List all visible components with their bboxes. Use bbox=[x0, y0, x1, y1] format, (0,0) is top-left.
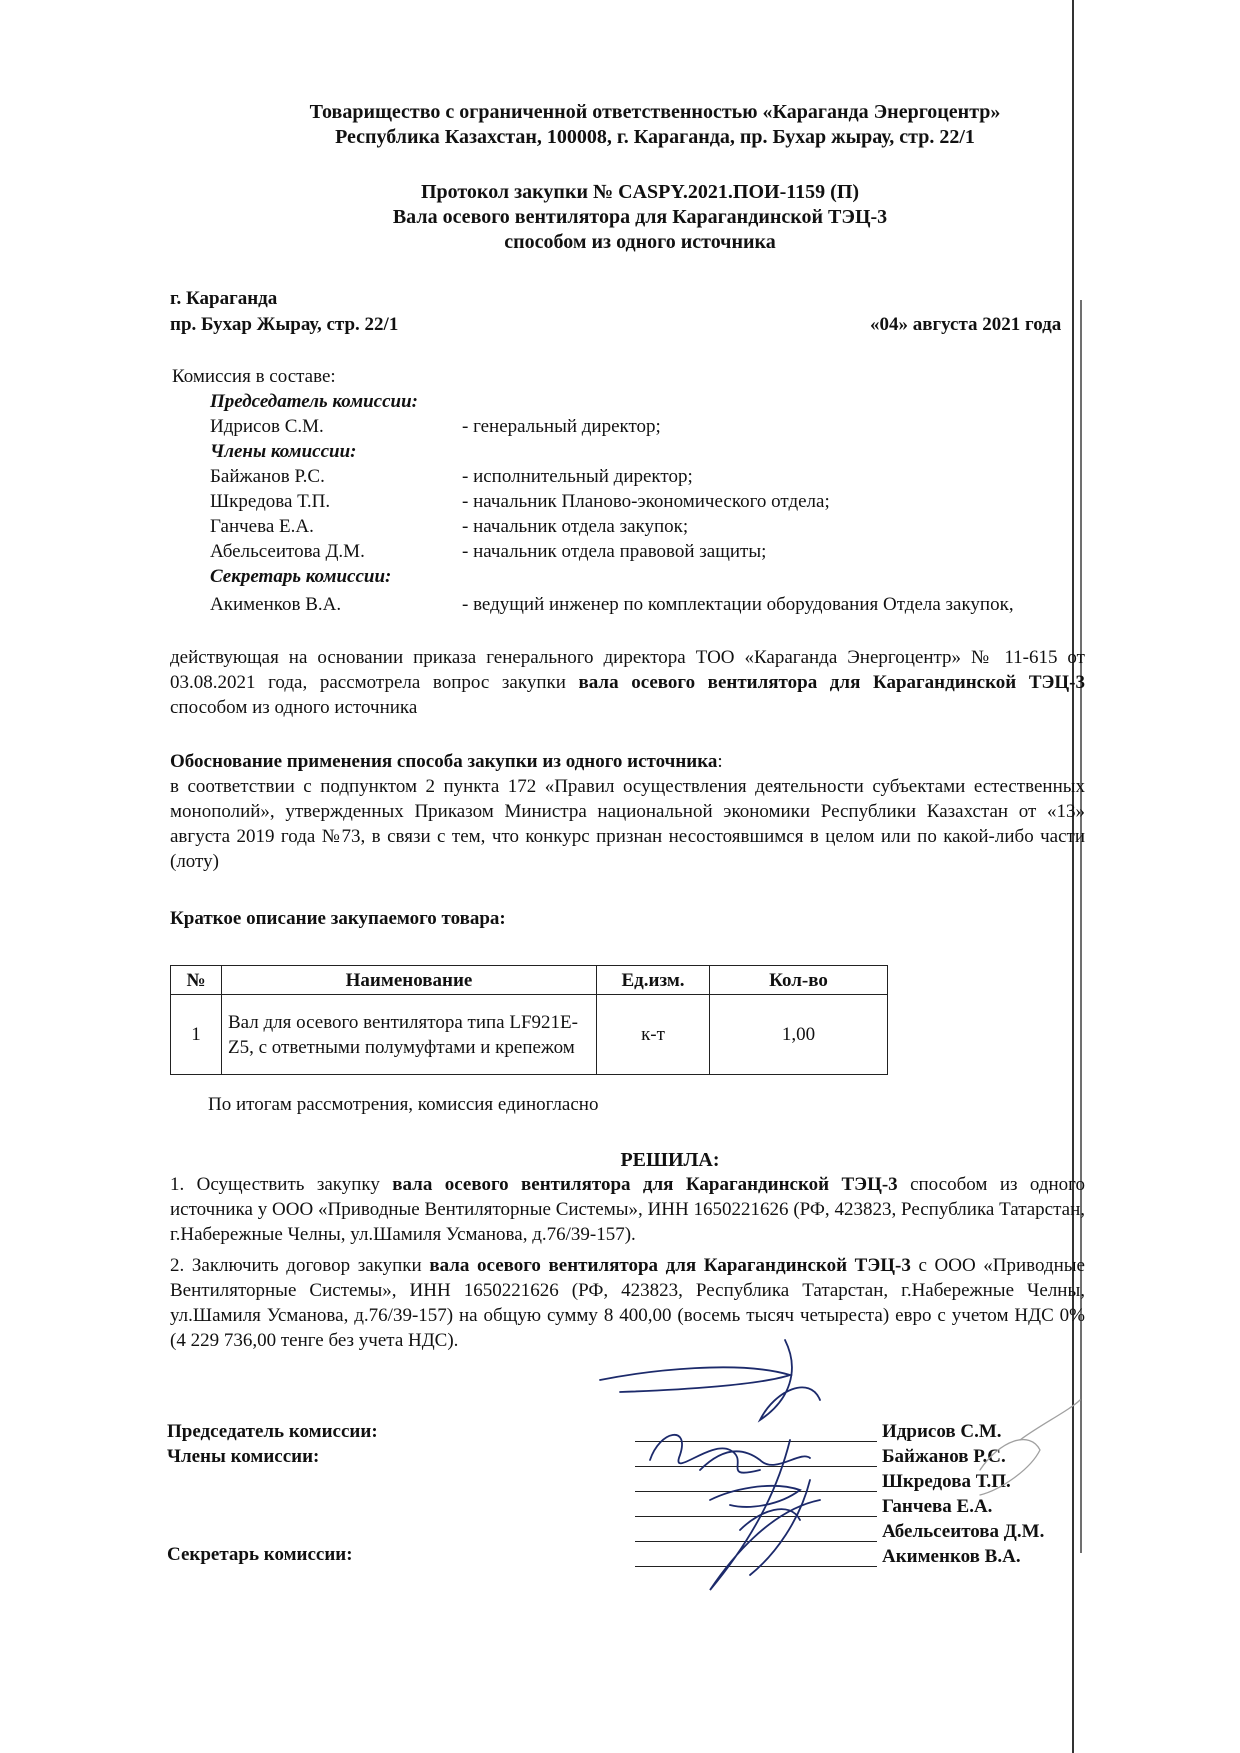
decision-2-a: 2. Заключить договор закупки bbox=[170, 1255, 430, 1276]
member-name: Шкредова Т.П. bbox=[210, 491, 331, 512]
member-role: - начальник отдела закупок; bbox=[462, 516, 689, 537]
basis-paragraph bbox=[170, 645, 1085, 720]
commission-intro: Комиссия в составе: bbox=[172, 366, 336, 387]
secretary-role: - ведущий инженер по комплектации оборудования Отдела закупок, bbox=[462, 594, 1014, 615]
basis-text: действующая на основании приказа генерального директора ТОО «Караганда Энергоцентр» № 11-615 от 03.08.2021 года, рассмотрела вопрос закупки bbox=[170, 647, 1085, 693]
city: г. Караганда bbox=[170, 288, 278, 309]
member-name: Ганчева Е.А. bbox=[210, 516, 314, 537]
row-no: 1 bbox=[171, 995, 222, 1075]
row-qty: 1,00 bbox=[710, 995, 888, 1075]
goods-heading: Краткое описание закупаемого товара: bbox=[170, 908, 506, 929]
signature-name: Абельсеитова Д.М. bbox=[882, 1521, 1045, 1542]
signature-name: Идрисов С.М. bbox=[882, 1421, 1002, 1442]
basis-tail: способом из одного источника bbox=[170, 697, 418, 718]
secretary-title: Секретарь комиссии: bbox=[210, 566, 392, 587]
signature-stroke bbox=[1020, 1400, 1080, 1440]
table-row bbox=[171, 995, 888, 1075]
protocol-date: «04» августа 2021 года bbox=[870, 314, 1062, 335]
signature-members-label: Члены комиссии: bbox=[167, 1446, 320, 1467]
decision-1-a: 1. Осуществить закупку bbox=[170, 1174, 393, 1195]
col-name: Наименование bbox=[222, 966, 597, 995]
signature-name: Шкредова Т.П. bbox=[882, 1471, 1011, 1492]
goods-table bbox=[170, 965, 888, 1075]
signature-secretary-label: Секретарь комиссии: bbox=[167, 1544, 353, 1565]
row-unit: к-т bbox=[597, 995, 710, 1075]
col-unit: Ед.изм. bbox=[597, 966, 710, 995]
member-name: Байжанов Р.С. bbox=[210, 466, 325, 487]
justification-heading-line: Обоснование применения способа закупки из одного источника: bbox=[170, 751, 723, 772]
col-no: № bbox=[171, 966, 222, 995]
basis-subject: вала осевого вентилятора для Карагандинской ТЭЦ-3 bbox=[578, 672, 1085, 693]
signature-name: Акименков В.А. bbox=[882, 1546, 1021, 1567]
chair-name: Идрисов С.М. bbox=[210, 416, 324, 437]
signature-stroke bbox=[650, 1435, 760, 1473]
protocol-method: способом из одного источника bbox=[504, 231, 776, 253]
protocol-subject: Вала осевого вентилятора для Карагандинской ТЭЦ-3 bbox=[392, 206, 888, 228]
signature-name: Ганчева Е.А. bbox=[882, 1496, 993, 1517]
secretary-name: Акименков В.А. bbox=[210, 594, 342, 615]
col-qty: Кол-во bbox=[710, 966, 888, 995]
handwritten-signatures bbox=[560, 1330, 1120, 1630]
member-role: - начальник отдела правовой защиты; bbox=[462, 541, 767, 562]
chair-title: Председатель комиссии: bbox=[210, 391, 418, 412]
decision-item-1 bbox=[170, 1172, 1085, 1247]
decision-2-subject: вала осевого вентилятора для Карагандинской ТЭЦ-3 bbox=[429, 1255, 911, 1276]
chair-role: - генеральный директор; bbox=[462, 416, 661, 437]
signature-stroke bbox=[600, 1367, 790, 1392]
signature-stroke bbox=[710, 1486, 800, 1507]
signature-stroke bbox=[700, 1451, 810, 1470]
org-name: Товарищество с ограниченной ответственностью «Караганда Энергоцентр» bbox=[309, 101, 1001, 123]
decision-heading: РЕШИЛА: bbox=[620, 1149, 720, 1171]
members-title: Члены комиссии: bbox=[210, 441, 357, 462]
signature-stroke bbox=[750, 1480, 810, 1575]
signature-stroke bbox=[980, 1440, 1040, 1495]
table-header-row bbox=[171, 966, 888, 995]
signature-chair-label: Председатель комиссии: bbox=[167, 1421, 378, 1442]
street: пр. Бухар Жырау, стр. 22/1 bbox=[170, 314, 399, 335]
result-intro: По итогам рассмотрения, комиссия единогласно bbox=[208, 1094, 599, 1115]
member-name: Абельсеитова Д.М. bbox=[210, 541, 365, 562]
decision-2-b: с ООО «Приводные Вентиляторные Системы», ИНН 1650221626 (РФ, 423823, Республика Татарстан, г.Набережные Челны, ул.Шамиля Усманова, д.76/39-157) на общую сумму 8 400,00 (восемь тысяч четыреста) евро с учетом НДС 0% (4 229 736,00 тенге без учета НДС). bbox=[170, 1255, 1085, 1351]
signature-name: Байжанов Р.С. bbox=[882, 1446, 1006, 1467]
member-role: - начальник Планово-экономического отдела; bbox=[462, 491, 830, 512]
decision-1-subject: вала осевого вентилятора для Карагандинской ТЭЦ-3 bbox=[392, 1174, 898, 1195]
protocol-title: Протокол закупки № CASPY.2021.ПОИ-1159 (П) bbox=[420, 181, 860, 203]
decision-1-b: способом из одного источника у ООО «Приводные Вентиляторные Системы», ИНН 1650221626 (РФ, 423823, Республика Татарстан, г.Набережные Челны, ул.Шамиля Усманова, д.76/39-157). bbox=[170, 1174, 1085, 1245]
justification-heading: Обоснование применения способа закупки из одного источника bbox=[170, 751, 718, 772]
member-role: - исполнительный директор; bbox=[462, 466, 693, 487]
justification-text: в соответствии с подпунктом 2 пункта 172 «Правил осуществления деятельности субъектами естественных монополий», утвержденных Приказом Министра национальной экономики Республики Казахстан от «13» августа 2019 года №73, в связи с тем, что конкурс признан несостоявшимся в целом или по какой-либо части (лоту) bbox=[170, 776, 1085, 872]
org-address: Республика Казахстан, 100008, г. Караганда, пр. Бухар жырау, стр. 22/1 bbox=[335, 126, 975, 148]
row-name: Вал для осевого вентилятора типа LF921E-Z5, с ответными полумуфтами и крепежом bbox=[222, 995, 597, 1075]
